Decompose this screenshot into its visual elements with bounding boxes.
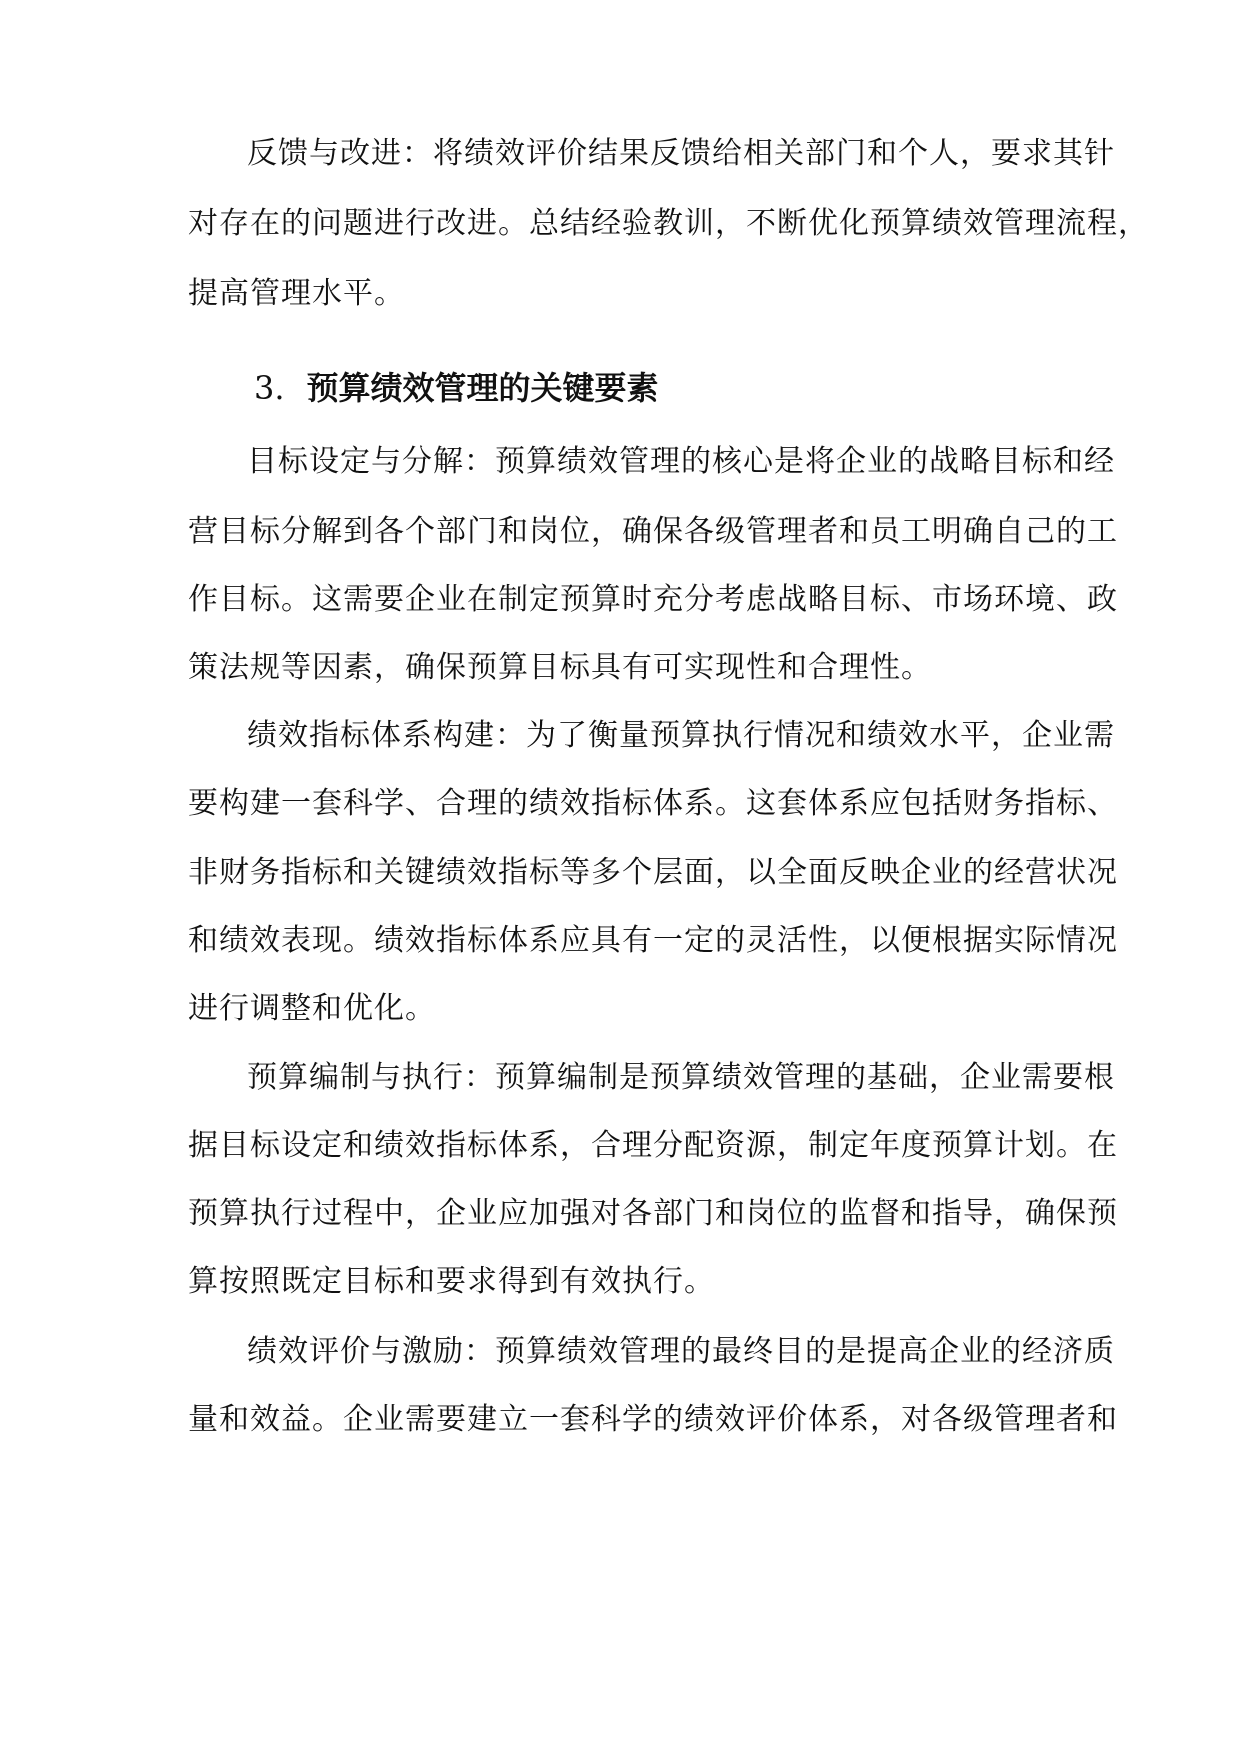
- paragraph-line: 算按照既定目标和要求得到有效执行。: [188, 1264, 715, 1299]
- paragraph-line: 要构建一套科学、合理的绩效指标体系。这套体系应包括财务指标、: [188, 786, 1118, 821]
- paragraph-line: 和绩效表现。绩效指标体系应具有一定的灵活性，以便根据实际情况: [188, 923, 1118, 958]
- paragraph-line: 绩效指标体系构建：为了衡量预算执行情况和绩效水平，企业需: [247, 718, 1115, 753]
- section-title: 预算绩效管理的关键要素: [306, 369, 659, 407]
- paragraph-line: 反馈与改进：将绩效评价结果反馈给相关部门和个人，要求其针: [247, 136, 1115, 171]
- paragraph-line: 预算执行过程中，企业应加强对各部门和岗位的监督和指导，确保预: [188, 1196, 1118, 1231]
- paragraph-line: 量和效益。企业需要建立一套科学的绩效评价体系，对各级管理者和: [188, 1402, 1118, 1437]
- paragraph-line: 非财务指标和关键绩效指标等多个层面，以全面反映企业的经营状况: [188, 855, 1118, 890]
- paragraph-line: 作目标。这需要企业在制定预算时充分考虑战略目标、市场环境、政: [188, 582, 1118, 617]
- paragraph-line: 据目标设定和绩效指标体系，合理分配资源，制定年度预算计划。在: [188, 1128, 1118, 1163]
- paragraph-line: 预算编制与执行：预算编制是预算绩效管理的基础，企业需要根: [247, 1060, 1115, 1095]
- paragraph-line: 绩效评价与激励：预算绩效管理的最终目的是提高企业的经济质: [247, 1334, 1115, 1369]
- paragraph-line: 对存在的问题进行改进。总结经验教训，不断优化预算绩效管理流程，: [188, 206, 1149, 241]
- section-heading: [254, 366, 659, 410]
- paragraph-line: 营目标分解到各个部门和岗位，确保各级管理者和员工明确自己的工: [188, 514, 1118, 549]
- paragraph-line: 提高管理水平。: [188, 276, 405, 311]
- paragraph-line: 策法规等因素，确保预算目标具有可实现性和合理性。: [188, 650, 932, 685]
- paragraph-line: 目标设定与分解：预算绩效管理的核心是将企业的战略目标和经: [247, 444, 1115, 479]
- section-number: 3.: [254, 369, 285, 407]
- paragraph-line: 进行调整和优化。: [188, 991, 436, 1026]
